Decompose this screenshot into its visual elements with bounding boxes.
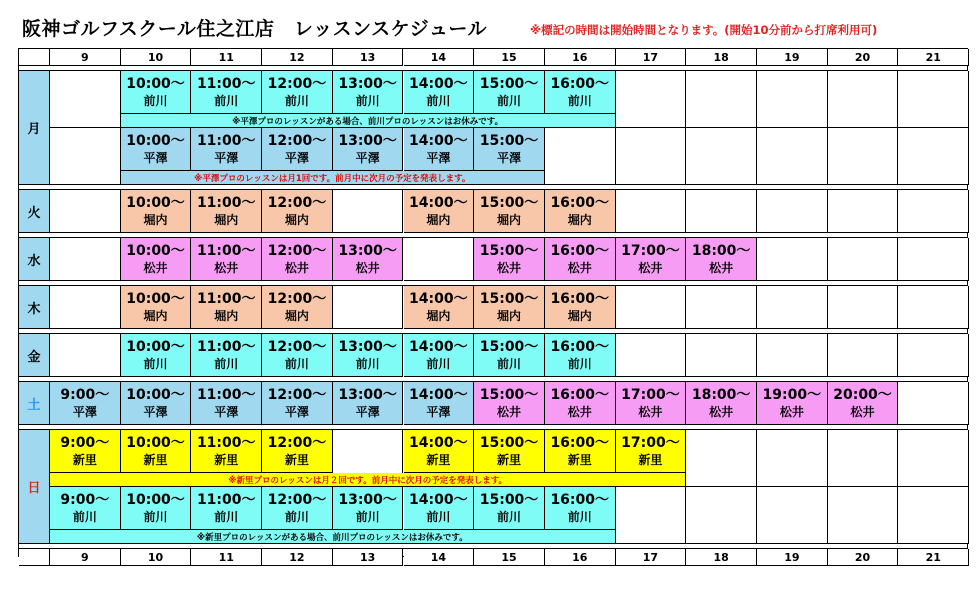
lesson-time: 15:00～ [479,242,539,259]
hour-header: 11 [191,549,262,566]
lesson-time: 15:00～ [479,194,539,211]
lesson-schedule-table [18,48,968,564]
lesson-instructor: 松井 [850,404,875,419]
lesson-instructor: 松井 [567,404,592,419]
lesson-slot[interactable] [404,430,475,473]
lesson-time: 11:00～ [196,290,256,307]
lesson-time: 14:00～ [409,194,468,211]
lesson-time: 15:00～ [479,338,539,355]
lesson-slot[interactable] [545,382,616,425]
lesson-time: 13:00～ [338,386,397,403]
lesson-slot[interactable] [333,238,404,281]
empty-slot [50,71,121,128]
lesson-slot[interactable] [686,238,757,281]
lesson-instructor: 堀内 [567,212,592,227]
hour-header: 18 [686,549,757,566]
lesson-time: 13:00～ [338,338,397,355]
day-label: 火 [19,190,50,233]
lesson-time: 15:00～ [479,386,539,403]
empty-slot [616,286,687,329]
lesson-instructor: 新里 [72,452,97,467]
empty-slot [898,71,969,128]
empty-slot [828,238,899,281]
lesson-slot[interactable] [545,430,616,473]
lesson-slot[interactable] [262,334,333,377]
lesson-instructor: 松井 [709,404,734,419]
lesson-slot[interactable] [50,487,121,530]
lesson-slot[interactable] [474,382,545,425]
lesson-slot[interactable] [474,238,545,281]
lesson-time: 10:00～ [126,242,185,259]
lesson-slot[interactable] [262,382,333,425]
lesson-time: 14:00～ [409,386,468,403]
day-label: 金 [19,334,50,377]
empty-slot [686,128,757,185]
lesson-slot[interactable] [545,71,616,114]
empty-slot [616,128,687,185]
empty-slot [50,286,121,329]
empty-slot [50,190,121,233]
lesson-instructor: 平澤 [497,150,522,165]
lesson-instructor: 前川 [284,93,309,108]
empty-slot [757,286,828,329]
lesson-slot[interactable] [404,190,475,233]
lesson-time: 15:00～ [479,434,539,451]
lesson-instructor: 前川 [497,93,522,108]
day-label: 日 [19,430,50,544]
lesson-instructor: 前川 [426,509,451,524]
hour-header: 20 [828,549,899,566]
lesson-time: 15:00～ [479,75,539,92]
lesson-time: 10:00～ [126,75,185,92]
lesson-slot[interactable] [121,238,192,281]
empty-slot [828,334,899,377]
lesson-instructor: 前川 [284,356,309,371]
empty-slot [686,334,757,377]
lesson-time: 11:00～ [196,386,256,403]
lesson-instructor: 松井 [143,260,168,275]
lesson-instructor: 前川 [497,356,522,371]
empty-slot [757,238,828,281]
lesson-time: 12:00～ [267,75,327,92]
schedule-note: ※新里プロのレッスンは月２回です。前月中に次月の予定を発表します。 [50,473,686,487]
lesson-slot[interactable] [333,382,404,425]
lesson-instructor: 平澤 [284,150,309,165]
lesson-time: 14:00～ [409,132,468,149]
lesson-slot[interactable] [121,430,192,473]
lesson-instructor: 前川 [143,356,168,371]
lesson-time: 10:00～ [126,194,185,211]
empty-slot [757,190,828,233]
lesson-instructor: 松井 [497,404,522,419]
lesson-time: 10:00～ [126,132,185,149]
lesson-time: 11:00～ [196,242,256,259]
lesson-instructor: 前川 [214,93,239,108]
lesson-slot[interactable] [121,487,192,530]
lesson-time: 16:00～ [550,290,610,307]
lesson-slot[interactable] [191,238,262,281]
lesson-slot[interactable] [474,487,545,530]
lesson-slot[interactable] [121,128,192,171]
lesson-time: 17:00～ [621,242,680,259]
hour-header: 19 [757,49,828,66]
empty-slot [898,487,969,544]
empty-slot [686,430,757,487]
lesson-instructor: 平澤 [355,404,380,419]
lesson-instructor: 前川 [143,93,168,108]
lesson-time: 9:00～ [60,434,110,451]
lesson-slot[interactable] [121,382,192,425]
lesson-time: 13:00～ [338,75,397,92]
lesson-instructor: 堀内 [284,212,309,227]
hour-header: 15 [474,549,545,566]
lesson-slot[interactable] [474,190,545,233]
lesson-instructor: 堀内 [497,308,522,323]
lesson-slot[interactable] [262,286,333,329]
lesson-time: 12:00～ [267,338,327,355]
lesson-slot[interactable] [545,334,616,377]
lesson-slot[interactable] [262,430,333,473]
hour-header: 17 [616,549,687,566]
hour-header: 19 [757,549,828,566]
empty-slot [686,286,757,329]
lesson-time: 16:00～ [550,194,610,211]
lesson-instructor: 前川 [426,93,451,108]
lesson-slot[interactable] [404,382,475,425]
lesson-instructor: 前川 [426,356,451,371]
hour-header: 20 [828,49,899,66]
lesson-time: 16:00～ [550,75,610,92]
lesson-time: 12:00～ [267,491,327,508]
lesson-time: 19:00～ [762,386,822,403]
empty-slot [757,430,828,487]
lesson-instructor: 新里 [214,452,239,467]
lesson-instructor: 松井 [709,260,734,275]
lesson-instructor: 新里 [426,452,451,467]
lesson-slot[interactable] [262,238,333,281]
lesson-time: 16:00～ [550,491,610,508]
lesson-instructor: 堀内 [284,308,309,323]
lesson-time: 16:00～ [550,434,610,451]
lesson-instructor: 堀内 [214,308,239,323]
lesson-slot[interactable] [121,71,192,114]
empty-slot [898,382,969,425]
lesson-time: 14:00～ [409,75,468,92]
lesson-time: 9:00～ [60,386,110,403]
day-label: 土 [19,382,50,425]
lesson-time: 13:00～ [338,132,397,149]
empty-slot [828,71,899,128]
lesson-time: 11:00～ [196,194,256,211]
lesson-slot[interactable] [333,334,404,377]
lesson-slot[interactable] [333,487,404,530]
empty-slot [898,190,969,233]
lesson-time: 10:00～ [126,434,185,451]
lesson-instructor: 松井 [638,404,663,419]
schedule-note: ※新里プロのレッスンがある場合、前川プロのレッスンはお休みです。 [50,530,616,544]
lesson-time: 12:00～ [267,434,327,451]
empty-slot [333,286,404,329]
lesson-time: 11:00～ [196,132,256,149]
lesson-slot[interactable] [474,71,545,114]
lesson-slot[interactable] [616,238,687,281]
lesson-time: 16:00～ [550,338,610,355]
lesson-time: 15:00～ [479,491,539,508]
lesson-instructor: 松井 [779,404,804,419]
lesson-slot[interactable] [686,382,757,425]
lesson-instructor: 堀内 [143,308,168,323]
hour-header: 13 [333,49,404,66]
hour-header: 15 [474,49,545,66]
lesson-instructor: 松井 [638,260,663,275]
empty-slot [616,334,687,377]
lesson-instructor: 松井 [355,260,380,275]
lesson-instructor: 新里 [497,452,522,467]
empty-slot [828,487,899,544]
hour-header: 21 [898,549,969,566]
lesson-instructor: 平澤 [426,404,451,419]
lesson-slot[interactable] [474,128,545,171]
lesson-instructor: 前川 [72,509,97,524]
lesson-time: 11:00～ [196,75,256,92]
lesson-instructor: 堀内 [426,212,451,227]
hour-header: 9 [50,549,121,566]
lesson-slot[interactable] [474,334,545,377]
lesson-instructor: 平澤 [284,404,309,419]
hour-header: 14 [404,549,475,566]
empty-slot [686,190,757,233]
lesson-slot[interactable] [333,71,404,114]
day-label: 水 [19,238,50,281]
lesson-time: 16:00～ [550,386,610,403]
lesson-instructor: 松井 [284,260,309,275]
lesson-slot[interactable] [262,128,333,171]
day-label: 月 [19,71,50,185]
empty-slot [616,190,687,233]
lesson-slot[interactable] [191,286,262,329]
lesson-instructor: 平澤 [426,150,451,165]
hour-header: 9 [50,49,121,66]
hour-header: 16 [545,549,616,566]
lesson-slot[interactable] [545,238,616,281]
lesson-instructor: 堀内 [567,308,592,323]
lesson-time: 12:00～ [267,242,327,259]
lesson-time: 18:00～ [691,386,751,403]
empty-slot [50,238,121,281]
lesson-time: 13:00～ [338,491,397,508]
day-label: 木 [19,286,50,329]
lesson-slot[interactable] [50,382,121,425]
lesson-instructor: 前川 [355,93,380,108]
hour-header: 18 [686,49,757,66]
empty-slot [828,128,899,185]
empty-slot [616,71,687,128]
lesson-instructor: 平澤 [143,150,168,165]
lesson-time: 12:00～ [267,132,327,149]
empty-slot [828,430,899,487]
lesson-instructor: 前川 [567,356,592,371]
lesson-instructor: 前川 [497,509,522,524]
lesson-slot[interactable] [191,334,262,377]
lesson-time: 14:00～ [409,290,468,307]
lesson-slot[interactable] [262,71,333,114]
lesson-time: 17:00～ [621,434,680,451]
empty-slot [828,190,899,233]
lesson-slot[interactable] [404,71,475,114]
empty-slot [404,238,475,281]
hour-header: 10 [121,549,192,566]
lesson-time: 12:00～ [267,194,327,211]
empty-slot [898,286,969,329]
lesson-slot[interactable] [474,430,545,473]
lesson-slot[interactable] [191,190,262,233]
empty-slot [757,71,828,128]
lesson-instructor: 前川 [355,509,380,524]
lesson-slot[interactable] [191,430,262,473]
lesson-slot[interactable] [757,382,828,425]
lesson-instructor: 平澤 [214,150,239,165]
hour-header: 21 [898,49,969,66]
lesson-instructor: 前川 [143,509,168,524]
lesson-time: 14:00～ [409,338,468,355]
lesson-instructor: 松井 [567,260,592,275]
lesson-slot[interactable] [404,128,475,171]
empty-slot [757,334,828,377]
empty-slot [828,286,899,329]
lesson-instructor: 新里 [284,452,309,467]
lesson-slot[interactable] [191,487,262,530]
lesson-instructor: 新里 [143,452,168,467]
hour-header: 17 [616,49,687,66]
lesson-time: 13:00～ [338,242,397,259]
schedule-note: ※平澤プロのレッスンは月1回です。前月中に次月の予定を発表します。 [121,171,545,185]
lesson-time: 15:00～ [479,132,539,149]
lesson-slot[interactable] [121,286,192,329]
empty-slot [898,430,969,487]
lesson-time: 18:00～ [691,242,751,259]
lesson-time: 11:00～ [196,338,256,355]
empty-slot [545,128,616,185]
hour-header: 14 [404,49,475,66]
lesson-slot[interactable] [262,487,333,530]
lesson-time: 16:00～ [550,242,610,259]
hour-header: 12 [262,549,333,566]
start-time-notice: ※標記の時間は開始時間となります。(開始10分前から打席利用可) [530,23,878,37]
empty-slot [616,487,687,544]
lesson-slot[interactable] [545,286,616,329]
lesson-time: 9:00～ [60,491,110,508]
lesson-slot[interactable] [616,430,687,473]
empty-slot [898,128,969,185]
lesson-time: 20:00～ [833,386,892,403]
lesson-instructor: 堀内 [426,308,451,323]
lesson-slot[interactable] [50,430,121,473]
schedule-note: ※平澤プロのレッスンがある場合、前川プロのレッスンはお休みです。 [121,114,616,128]
lesson-instructor: 堀内 [214,212,239,227]
lesson-time: 15:00～ [479,290,539,307]
lesson-instructor: 前川 [214,509,239,524]
lesson-slot[interactable] [616,382,687,425]
lesson-instructor: 平澤 [214,404,239,419]
lesson-time: 10:00～ [126,491,185,508]
lesson-instructor: 前川 [355,356,380,371]
lesson-slot[interactable] [474,286,545,329]
empty-slot [757,128,828,185]
lesson-instructor: 前川 [567,509,592,524]
lesson-slot[interactable] [404,286,475,329]
empty-slot [898,238,969,281]
empty-slot [50,128,121,185]
lesson-instructor: 新里 [638,452,663,467]
empty-slot [686,487,757,544]
hour-header: 13 [333,549,404,566]
header-corner [19,549,50,566]
lesson-slot[interactable] [828,382,899,425]
hour-header: 12 [262,49,333,66]
lesson-instructor: 平澤 [72,404,97,419]
lesson-instructor: 松井 [214,260,239,275]
hour-header: 16 [545,49,616,66]
lesson-slot[interactable] [404,487,475,530]
lesson-time: 14:00～ [409,491,468,508]
lesson-slot[interactable] [121,190,192,233]
hour-header: 11 [191,49,262,66]
empty-slot [686,71,757,128]
empty-slot [50,334,121,377]
empty-slot [333,190,404,233]
lesson-slot[interactable] [545,487,616,530]
lesson-time: 11:00～ [196,491,256,508]
lesson-slot[interactable] [262,190,333,233]
page-title: 阪神ゴルフスクール住之江店 レッスンスケジュール [22,18,487,40]
lesson-instructor: 松井 [497,260,522,275]
lesson-time: 10:00～ [126,338,185,355]
lesson-instructor: 前川 [567,93,592,108]
lesson-slot[interactable] [191,71,262,114]
lesson-slot[interactable] [121,334,192,377]
lesson-time: 17:00～ [621,386,680,403]
empty-slot [757,487,828,544]
hour-header: 10 [121,49,192,66]
lesson-instructor: 平澤 [143,404,168,419]
lesson-slot[interactable] [191,128,262,171]
lesson-time: 10:00～ [126,290,185,307]
lesson-time: 11:00～ [196,434,256,451]
empty-slot [898,334,969,377]
lesson-time: 14:00～ [409,434,468,451]
lesson-instructor: 前川 [214,356,239,371]
lesson-slot[interactable] [191,382,262,425]
lesson-instructor: 堀内 [497,212,522,227]
lesson-instructor: 堀内 [143,212,168,227]
lesson-time: 12:00～ [267,290,327,307]
lesson-instructor: 前川 [284,509,309,524]
lesson-slot[interactable] [545,190,616,233]
lesson-time: 10:00～ [126,386,185,403]
lesson-slot[interactable] [333,128,404,171]
lesson-time: 12:00～ [267,386,327,403]
lesson-instructor: 平澤 [355,150,380,165]
header-corner [19,49,50,66]
lesson-slot[interactable] [404,334,475,377]
lesson-instructor: 新里 [567,452,592,467]
